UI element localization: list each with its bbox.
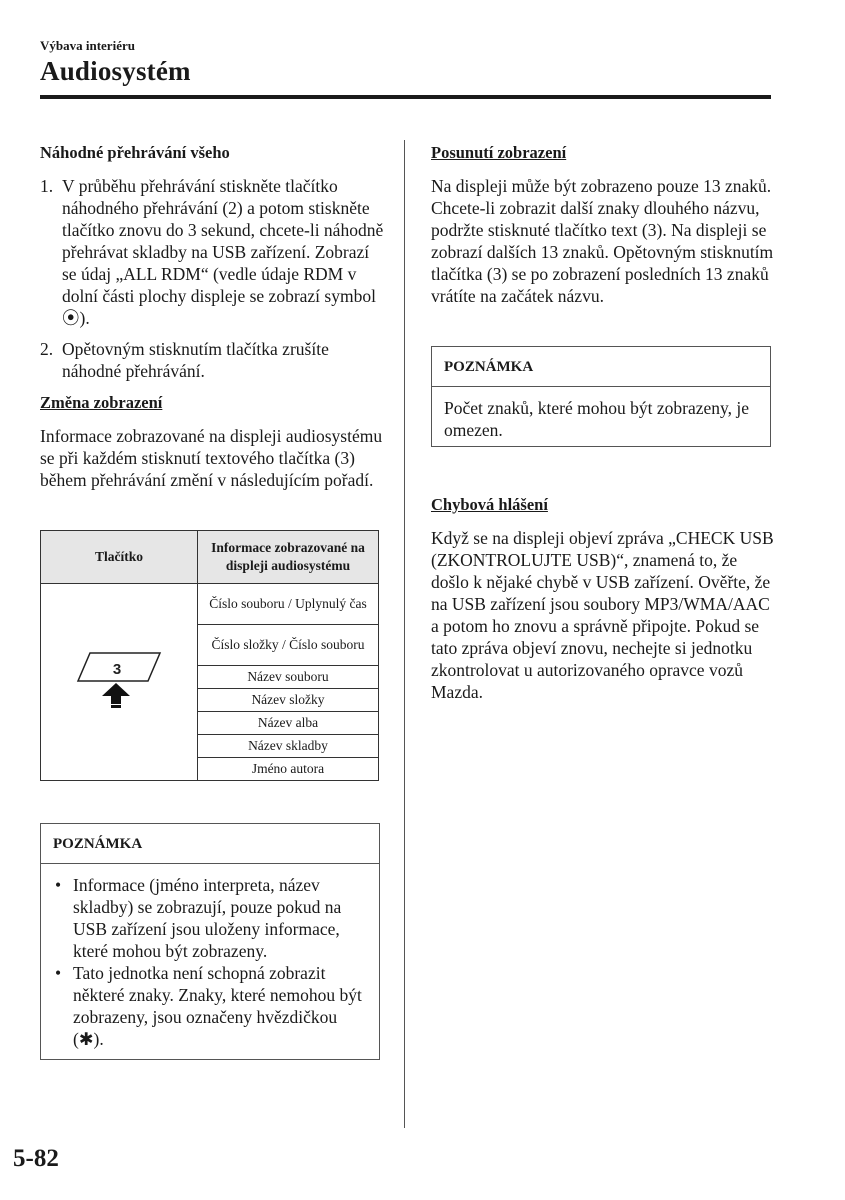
column-divider xyxy=(404,140,405,1128)
display-change-text: Informace zobrazované na displeji audiosystému se při každém stisknutí textového tlačítka (3) během přehrávání změní v následujícím pořadí. xyxy=(40,426,383,490)
table-cell: Název souboru xyxy=(198,666,379,689)
error-messages-text: Když se na displeji objeví zpráva „CHECK USB (ZKONTROLUJTE USB)“, znamená to, že došlo k nějaké chybě v USB zařízení. Ověřte, že na USB zařízení jsou soubory MP3/WMA/AAC a potom ho znovu a správně připojte. Pokud se tato zpráva objeví znovu, nechejte si jednotku zkontrolovat u autorizovaného opravce vozů Mazda. xyxy=(431,528,774,702)
step-number: 2. xyxy=(40,339,54,359)
random-playback-heading: Náhodné přehrávání všeho xyxy=(40,143,230,162)
scroll-display-heading: Posunutí zobrazení xyxy=(431,143,567,162)
bullet-icon: • xyxy=(55,963,62,983)
note-box-right xyxy=(431,346,771,447)
table-row xyxy=(41,584,379,625)
button-number: 3 xyxy=(112,660,122,678)
page-title: Audiosystém xyxy=(40,56,191,86)
scroll-display-text: Na displeji může být zobrazeno pouze 13 znaků. Chcete-li zobrazit další znaky dlouhého názvu, podržte stisknuté tlačítko text (3). Na displeji se zobrazí dalších 13 znaků. Opětovným stisknutím tlačítka (3) se po zobrazení posledních 13 znaků vrátíte na začátek názvu. xyxy=(431,176,774,306)
note-list xyxy=(53,874,367,1050)
note-item-text: Tato jednotka není schopná zobrazit některé znaky. Znaky, které nemohou být zobrazeny, jsou označeny hvězdičkou (✱). xyxy=(73,963,362,1049)
table-header-info: Informace zobrazované na displeji audiosystému xyxy=(198,531,379,584)
table-cell: Název skladby xyxy=(198,735,379,758)
note-item xyxy=(53,874,367,962)
error-messages-heading: Chybová hlášení xyxy=(431,495,548,514)
right-column xyxy=(431,142,776,307)
section-label: Výbava interiéru xyxy=(40,38,135,53)
note-box-left xyxy=(40,823,380,1060)
bullet-icon: • xyxy=(55,875,62,895)
note-item xyxy=(53,962,367,1050)
title-rule xyxy=(40,95,771,99)
step-item xyxy=(40,175,385,329)
note-item-text: Informace (jméno interpreta, název skladby) se zobrazují, pouze pokud na USB zařízení jsou uloženy informace, které mohou být zobrazeny. xyxy=(73,875,342,961)
step-number: 1. xyxy=(40,176,54,196)
page-number: 5-82 xyxy=(13,1145,59,1172)
error-section xyxy=(431,494,776,703)
step-item xyxy=(40,338,385,382)
note-title: POZNÁMKA xyxy=(41,824,379,864)
note-text: Počet znaků, které mohou být zobrazeny, je omezen. xyxy=(444,398,750,440)
display-change-heading: Změna zobrazení xyxy=(40,393,163,412)
text-button-3-icon xyxy=(72,651,166,709)
display-order-table-wrap xyxy=(40,530,379,781)
note-title: POZNÁMKA xyxy=(432,347,770,387)
left-column xyxy=(40,142,385,491)
table-cell: Jméno autora xyxy=(198,758,379,781)
table-cell: Číslo souboru / Uplynulý čas xyxy=(198,584,379,625)
note-body xyxy=(41,864,379,1060)
table-cell: Číslo složky / Číslo souboru xyxy=(198,625,379,666)
table-header-button: Tlačítko xyxy=(41,531,198,584)
step-text: Opětovným stisknutím tlačítka zrušíte náhodné přehrávání. xyxy=(62,339,329,381)
table-cell: Název alba xyxy=(198,712,379,735)
step-text: V průběhu přehrávání stiskněte tlačítko náhodného přehrávání (2) a potom stiskněte tlačítko znovu do 3 sekund, chcete-li náhodně přehrávat skladby na USB zařízení. Zobrazí se údaj „ALL RDM“ (vedle údaje RDM v dolní části plochy displeje se zobrazí symbol ⦿). xyxy=(62,176,384,328)
table-header-row xyxy=(41,531,379,584)
steps-list xyxy=(40,175,385,382)
display-order-table xyxy=(40,530,379,781)
table-cell: Název složky xyxy=(198,689,379,712)
text-button-cell xyxy=(41,584,198,781)
